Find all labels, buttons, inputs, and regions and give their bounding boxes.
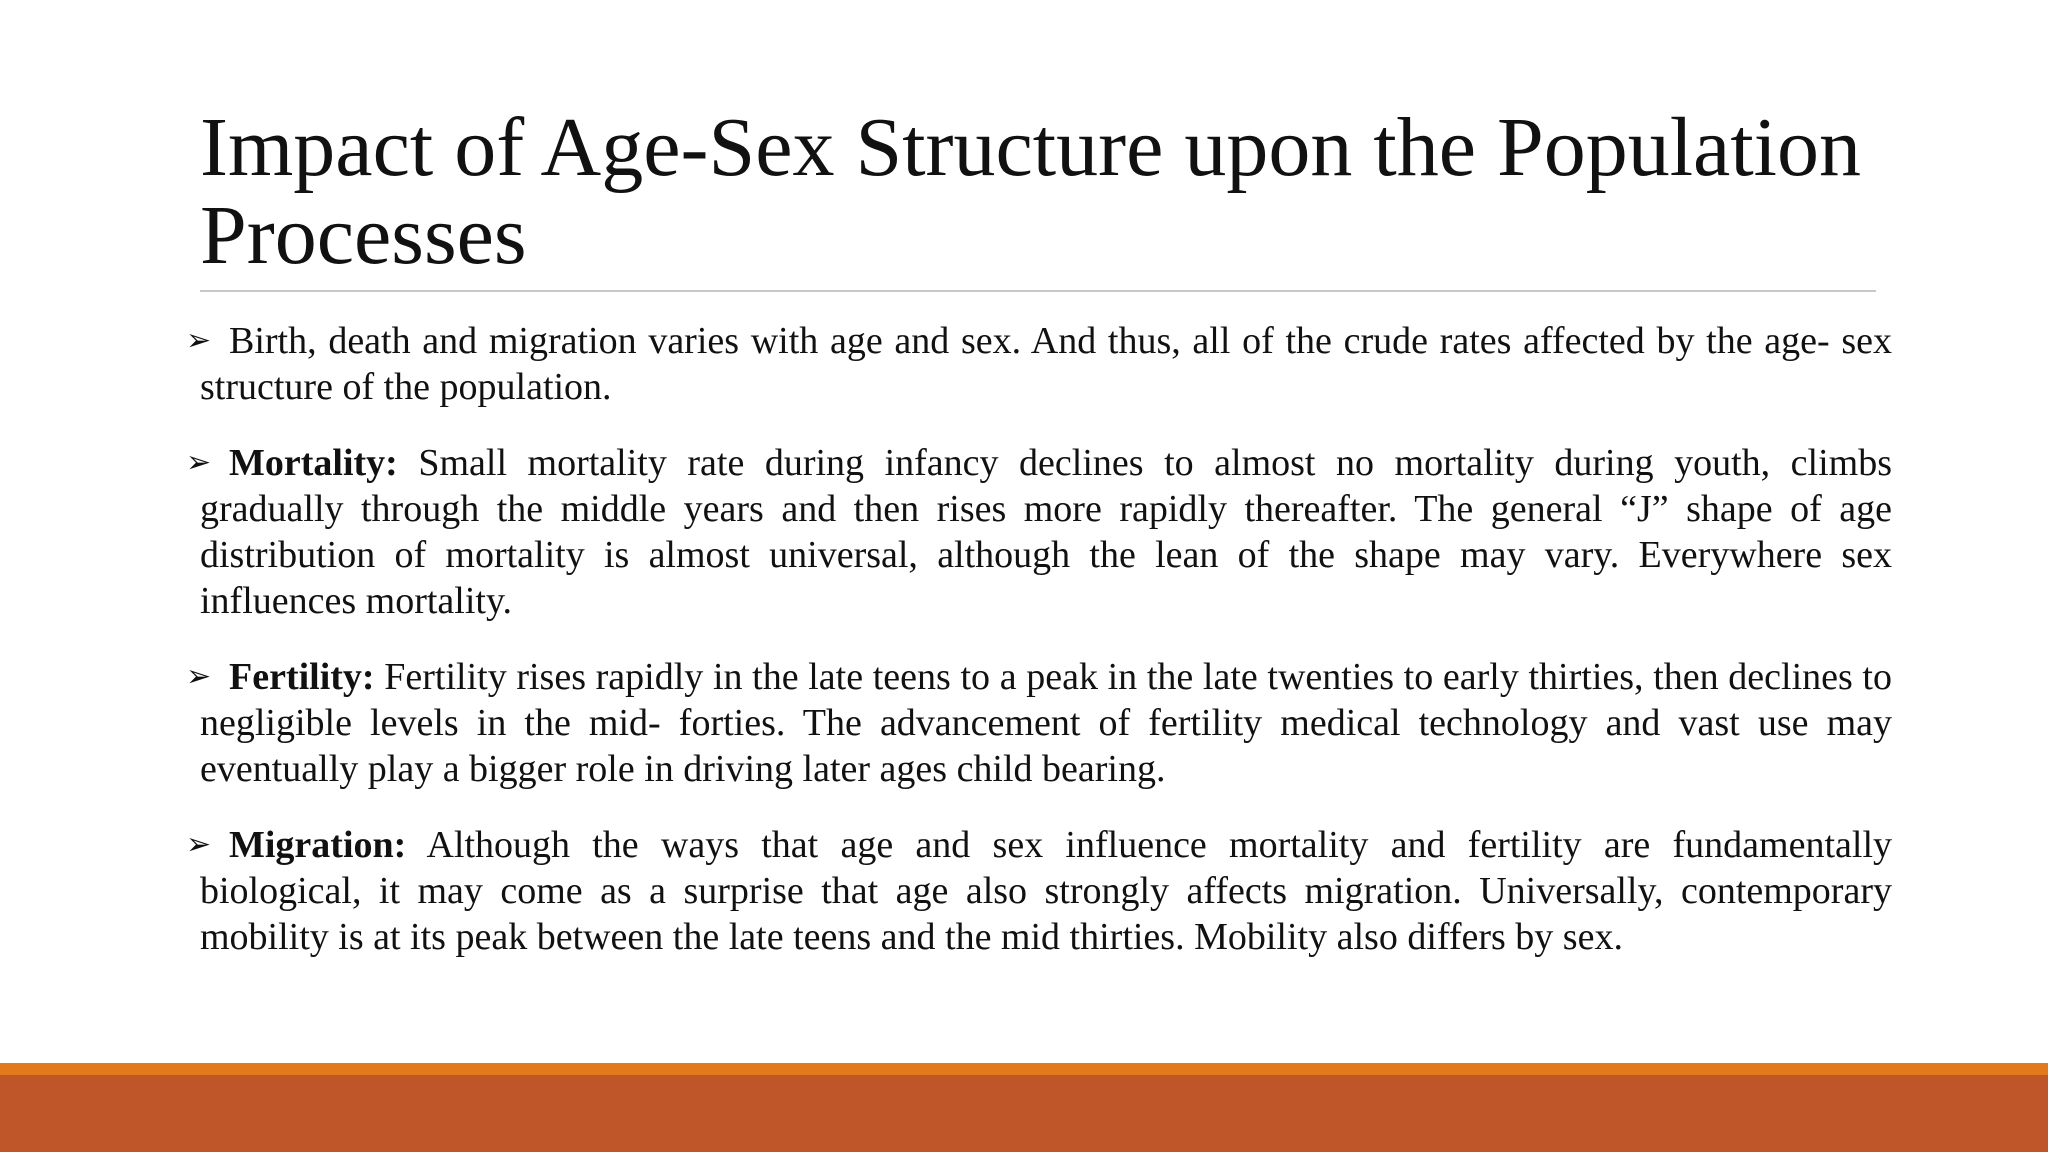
bullet-body: Fertility rises rapidly in the late teens to a peak in the late twenties to early thirties, then declines to negligible levels in the mid- forties. The advancement of fertility medical technology and vast use may eventually play a bigger role in driving later ages child bearing. [200, 656, 1892, 790]
arrow-bullet-icon: ➢ [186, 446, 212, 479]
arrow-bullet-icon: ➢ [186, 324, 212, 357]
bullet-item-fertility [186, 654, 1892, 792]
bullet-body: Birth, death and migration varies with age and sex. And thus, all of the crude rates affected by the age- sex structure of the population. [200, 320, 1892, 408]
slide-title: Impact of Age-Sex Structure upon the Population Processes [200, 101, 1862, 282]
bullet-body: Small mortality rate during infancy declines to almost no mortality during youth, climbs gradually through the middle years and then rises more rapidly thereafter. The general “J” shape of age distribution of mortality is almost universal, although the lean of the shape may vary. Everywhere sex influences mortality. [200, 442, 1893, 622]
arrow-bullet-icon: ➢ [186, 828, 212, 861]
bullet-text [200, 440, 1892, 624]
bullet-item-migration [186, 822, 1892, 960]
bullet-text [200, 318, 1892, 410]
title-divider [200, 290, 1876, 292]
footer-accent-stripe [0, 1063, 2048, 1075]
bullet-label: Mortality: [229, 442, 398, 484]
bullet-label: Migration: [229, 824, 407, 866]
bullet-text [200, 654, 1892, 792]
bullet-text [200, 822, 1892, 960]
bullet-label: Fertility: [229, 656, 375, 698]
arrow-bullet-icon: ➢ [186, 660, 212, 693]
footer-band [0, 1075, 2048, 1152]
bullet-item-crude-rates [186, 318, 1892, 410]
bullet-list [186, 318, 1893, 990]
bullet-body: Although the ways that age and sex influence mortality and fertility are fundamentally biological, it may come as a surprise that age also strongly affects migration. Universally, contemporary mobility is at its peak between the late teens and the mid thirties. Mobility also differs by sex. [200, 824, 1892, 958]
bullet-item-mortality [186, 440, 1893, 624]
